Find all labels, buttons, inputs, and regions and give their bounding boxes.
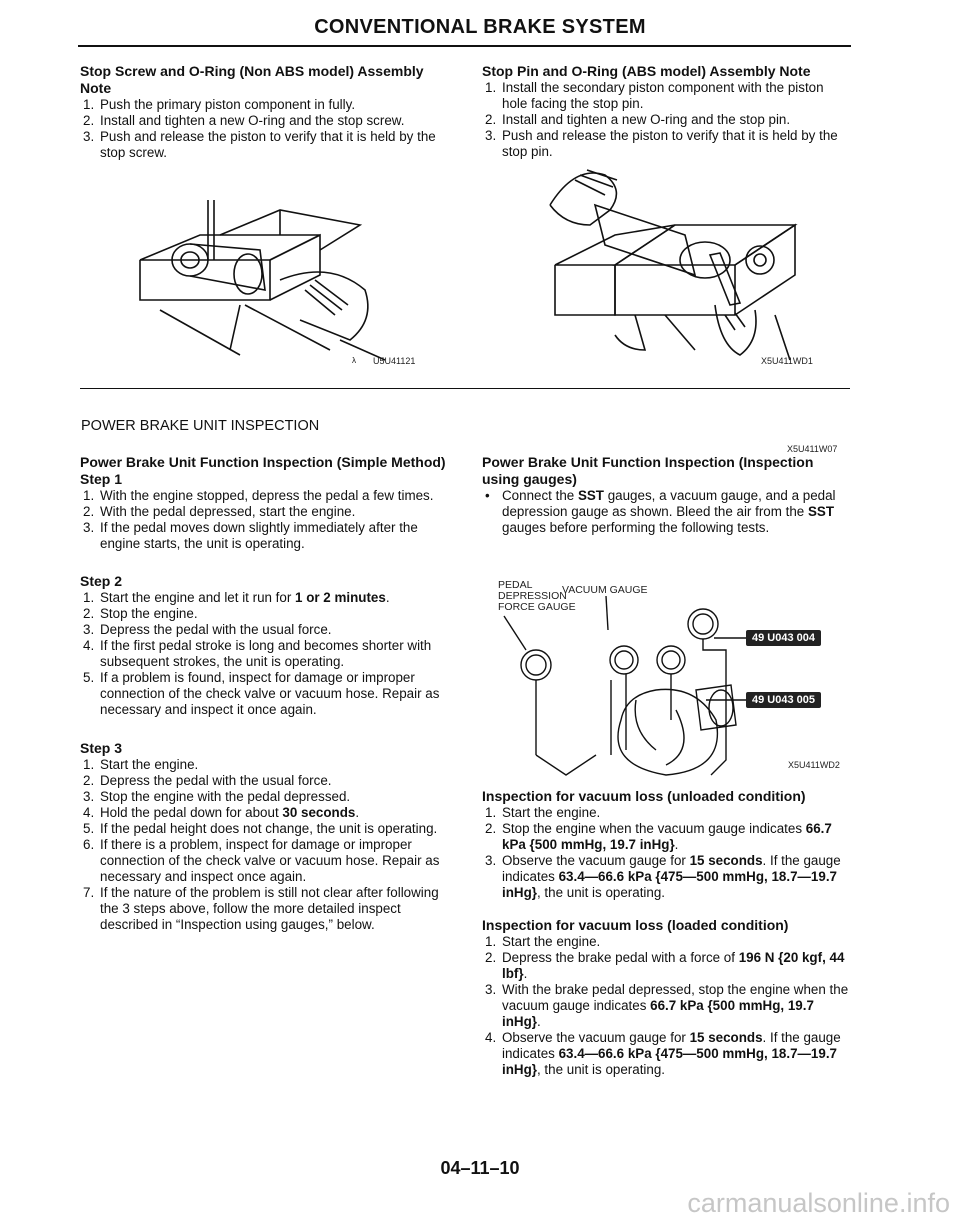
figure-code: X5U411WD1 <box>761 356 813 366</box>
page-title: CONVENTIONAL BRAKE SYSTEM <box>314 16 646 38</box>
list-item: 2. With the pedal depressed, start the engine. <box>83 504 356 519</box>
gauges-section <box>482 454 852 536</box>
stop-screw-illustration <box>130 190 400 365</box>
unloaded-steps <box>482 805 852 901</box>
figure-code: X5U411WD2 <box>788 760 840 770</box>
list-item: 3. Stop the engine with the pedal depressed. <box>83 789 351 804</box>
stop-pin-steps <box>482 80 852 160</box>
section-code: X5U411W07 <box>787 444 838 454</box>
list-item: 2. Install and tighten a new O-ring and the stop pin. <box>485 112 791 127</box>
list-item: 3. Push and release the piston to verify that it is held by the stop screw. <box>83 129 436 160</box>
list-item: 3. Depress the pedal with the usual force. <box>83 622 332 637</box>
list-item: 2. Stop the engine when the vacuum gauge indicates 66.7 kPa {500 mmHg, 19.7 inHg}. <box>485 821 832 852</box>
step-2-label: Step 2 <box>80 573 123 589</box>
label-pedal-depression: PEDAL DEPRESSION FORCE GAUGE <box>498 579 576 613</box>
label-vacuum-gauge: VACUUM GAUGE <box>562 584 648 596</box>
simple-method-section <box>80 454 460 933</box>
stop-pin-heading: Stop Pin and O-Ring (ABS model) Assembly Note <box>482 63 811 79</box>
gauges-diagram <box>496 580 856 780</box>
list-item: 2. Depress the brake pedal with a force of 196 N {20 kgf, 44 lbf}. <box>485 950 845 981</box>
list-item: 3. Push and release the piston to verify that it is held by the stop pin. <box>485 128 838 159</box>
list-item: • Connect the SST gauges, a vacuum gauge, and a pedal depression gauge as shown. Bleed the air from the SST gauges before performing the following tests. <box>485 488 836 535</box>
unloaded-section <box>482 788 852 1078</box>
list-item: 7. If the nature of the problem is still not clear after following the 3 steps above, follow the more detailed inspect described in “Inspection using gauges,” below. <box>83 885 439 932</box>
step-2-list <box>80 590 460 718</box>
list-item: 3. With the brake pedal depressed, stop the engine when the vacuum gauge indicates 66.7 kPa {500 mmHg, 19.7 inHg}. <box>485 982 849 1029</box>
list-item: 6. If there is a problem, inspect for damage or improper connection of the check valve or vacuum hose. Repair as necessary and inspect once again. <box>83 837 440 884</box>
gauges-heading: Power Brake Unit Function Inspection (Inspection using gauges) <box>482 454 814 487</box>
sst-badge-005: 49 U043 005 <box>746 692 821 708</box>
simple-method-heading: Power Brake Unit Function Inspection (Simple Method) <box>80 454 446 470</box>
step-1-label: Step 1 <box>80 471 123 487</box>
watermark: carmanualsonline.info <box>687 1188 950 1218</box>
svg-text:λ: λ <box>352 356 356 365</box>
gauges-bullets <box>482 488 852 536</box>
list-item: 1. Install the secondary piston component with the piston hole facing the stop pin. <box>485 80 824 111</box>
stop-pin-illustration <box>535 165 820 365</box>
step-1-list <box>80 488 460 552</box>
title-rule <box>78 45 851 47</box>
list-item: 1. Start the engine. <box>83 757 199 772</box>
figure-code: U5U41121 <box>373 356 416 366</box>
unloaded-heading: Inspection for vacuum loss (unloaded condition) <box>482 788 806 804</box>
loaded-heading: Inspection for vacuum loss (loaded condition) <box>482 917 789 933</box>
page-number: 04–11–10 <box>440 1158 520 1178</box>
list-item: 3. Observe the vacuum gauge for 15 seconds. If the gauge indicates 63.4—66.6 kPa {475—500 mmHg, 18.7—19.7 inHg}, the unit is operating. <box>485 853 841 900</box>
list-item: 2. Stop the engine. <box>83 606 198 621</box>
list-item: 1. With the engine stopped, depress the pedal a few times. <box>83 488 434 503</box>
list-item: 3. If the pedal moves down slightly immediately after the engine starts, the unit is operating. <box>83 520 418 551</box>
stop-pin-section <box>482 63 852 160</box>
list-item: 2. Install and tighten a new O-ring and the stop screw. <box>83 113 405 128</box>
stop-screw-section <box>80 63 455 161</box>
list-item: 4. If the first pedal stroke is long and becomes shorter with subsequent strokes, the unit is operating. <box>83 638 432 669</box>
section-title: POWER BRAKE UNIT INSPECTION <box>81 418 320 434</box>
step-3-label: Step 3 <box>80 740 123 756</box>
list-item: 4. Observe the vacuum gauge for 15 seconds. If the gauge indicates 63.4—66.6 kPa {475—500 mmHg, 18.7—19.7 inHg}, the unit is operating. <box>485 1030 841 1077</box>
list-item: 5. If the pedal height does not change, the unit is operating. <box>83 821 438 836</box>
list-item: 2. Depress the pedal with the usual force. <box>83 773 332 788</box>
sst-badge-004: 49 U043 004 <box>746 630 821 646</box>
list-item: 1. Start the engine and let it run for 1 or 2 minutes. <box>83 590 390 605</box>
section-rule <box>80 388 850 389</box>
stop-screw-steps <box>80 97 455 161</box>
list-item: 1. Start the engine. <box>485 934 601 949</box>
list-item: 4. Hold the pedal down for about 30 seconds. <box>83 805 360 820</box>
loaded-steps <box>482 934 852 1078</box>
list-item: 5. If a problem is found, inspect for damage or improper connection of the check valve or vacuum hose. Repair as necessary and inspect it once again. <box>83 670 440 717</box>
list-item: 1. Push the primary piston component in fully. <box>83 97 356 112</box>
stop-screw-heading: Stop Screw and O-Ring (Non ABS model) Assembly Note <box>80 63 424 96</box>
list-item: 1. Start the engine. <box>485 805 601 820</box>
step-3-list <box>80 757 460 933</box>
gauge-hoses-drawing <box>496 580 856 780</box>
